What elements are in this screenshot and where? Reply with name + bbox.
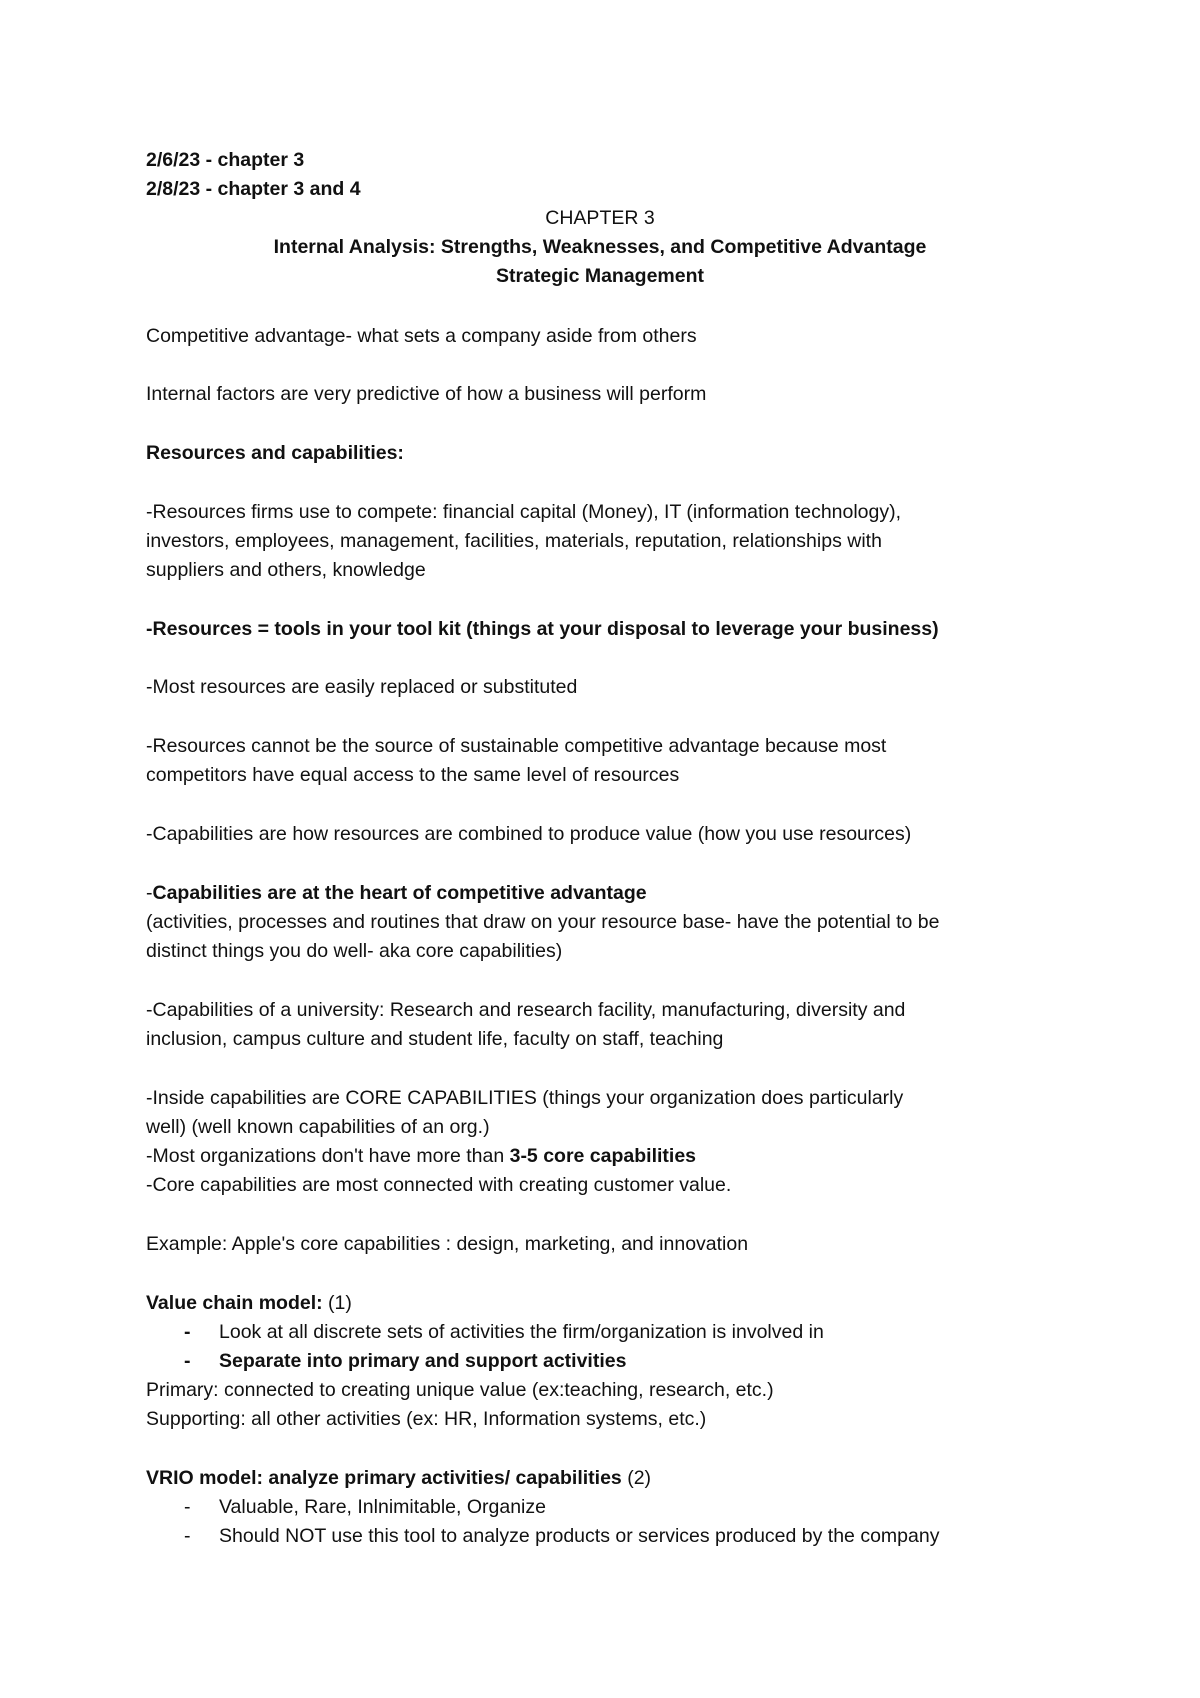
core-connected-text: -Core capabilities are most connected with creating customer value. xyxy=(146,1174,732,1196)
bullet-dash-icon: - xyxy=(184,1321,191,1343)
vrio-heading: VRIO model: analyze primary activities/ capabilities xyxy=(146,1467,622,1489)
document-subtitle: Strategic Management xyxy=(495,265,705,287)
vrio-heading-line xyxy=(146,1466,651,1490)
inside-capabilities-line: well) (well known capabilities of an org.) xyxy=(146,1116,490,1138)
value-chain-number: (1) xyxy=(322,1292,352,1314)
vrio-bullet: Should NOT use this tool to analyze products or services produced by the company xyxy=(219,1525,940,1547)
value-chain-bullet: Separate into primary and support activities xyxy=(219,1350,627,1372)
competitive-advantage-text: Competitive advantage- what sets a company aside from others xyxy=(146,325,697,347)
value-chain-heading-line xyxy=(146,1291,352,1315)
bullet-dash-icon: - xyxy=(184,1496,191,1518)
date-line-1: 2/6/23 - chapter 3 xyxy=(146,149,305,171)
date-line-2: 2/8/23 - chapter 3 and 4 xyxy=(146,178,361,200)
resources-list-line: suppliers and others, knowledge xyxy=(146,559,426,581)
capabilities-heart-detail-line: distinct things you do well- aka core capabilities) xyxy=(146,940,563,962)
bullet-dash-icon: - xyxy=(184,1525,191,1547)
resources-heading: Resources and capabilities: xyxy=(146,442,404,464)
capabilities-heart-line xyxy=(146,881,647,905)
chapter-label: CHAPTER 3 xyxy=(545,207,655,229)
resources-cannot-line: -Resources cannot be the source of sustainable competitive advantage because most xyxy=(146,735,887,757)
bullet-dash-icon: - xyxy=(184,1350,191,1372)
apple-example-text: Example: Apple's core capabilities : design, marketing, and innovation xyxy=(146,1233,749,1255)
supporting-text: Supporting: all other activities (ex: HR, Information systems, etc.) xyxy=(146,1408,707,1430)
capabilities-heart-text: Capabilities are at the heart of competitive advantage xyxy=(152,882,647,904)
capabilities-how-text: -Capabilities are how resources are combined to produce value (how you use resources) xyxy=(146,823,912,845)
most-orgs-line xyxy=(146,1144,696,1168)
capabilities-university-line: -Capabilities of a university: Research and research facility, manufacturing, diversity and xyxy=(146,999,906,1021)
inside-capabilities-line: -Inside capabilities are CORE CAPABILITIES (things your organization does particularly xyxy=(146,1087,904,1109)
document-title: Internal Analysis: Strengths, Weaknesses, and Competitive Advantage xyxy=(273,236,927,258)
primary-text: Primary: connected to creating unique value (ex:teaching, research, etc.) xyxy=(146,1379,774,1401)
core-capabilities-count: 3-5 core capabilities xyxy=(509,1145,697,1167)
resources-tools-text: -Resources = tools in your tool kit (things at your disposal to leverage your business) xyxy=(146,618,939,640)
vrio-number: (2) xyxy=(621,1467,652,1489)
capabilities-heart-detail-line: (activities, processes and routines that draw on your resource base- have the potential to be xyxy=(146,911,940,933)
most-orgs-text: -Most organizations don't have more than xyxy=(146,1145,510,1167)
vrio-bullet: Valuable, Rare, Inlnimitable, Organize xyxy=(219,1496,546,1518)
value-chain-bullet: Look at all discrete sets of activities the firm/organization is involved in xyxy=(219,1321,824,1343)
value-chain-heading: Value chain model: xyxy=(146,1292,323,1314)
resources-list-line: -Resources firms use to compete: financial capital (Money), IT (information technology), xyxy=(146,501,902,523)
most-resources-text: -Most resources are easily replaced or substituted xyxy=(146,676,578,698)
resources-cannot-line: competitors have equal access to the same level of resources xyxy=(146,764,680,786)
internal-factors-text: Internal factors are very predictive of how a business will perform xyxy=(146,383,707,405)
capabilities-university-line: inclusion, campus culture and student life, faculty on staff, teaching xyxy=(146,1028,724,1050)
resources-list-line: investors, employees, management, facilities, materials, reputation, relationships with xyxy=(146,530,882,552)
capabilities-heart-dash: - xyxy=(146,882,153,904)
